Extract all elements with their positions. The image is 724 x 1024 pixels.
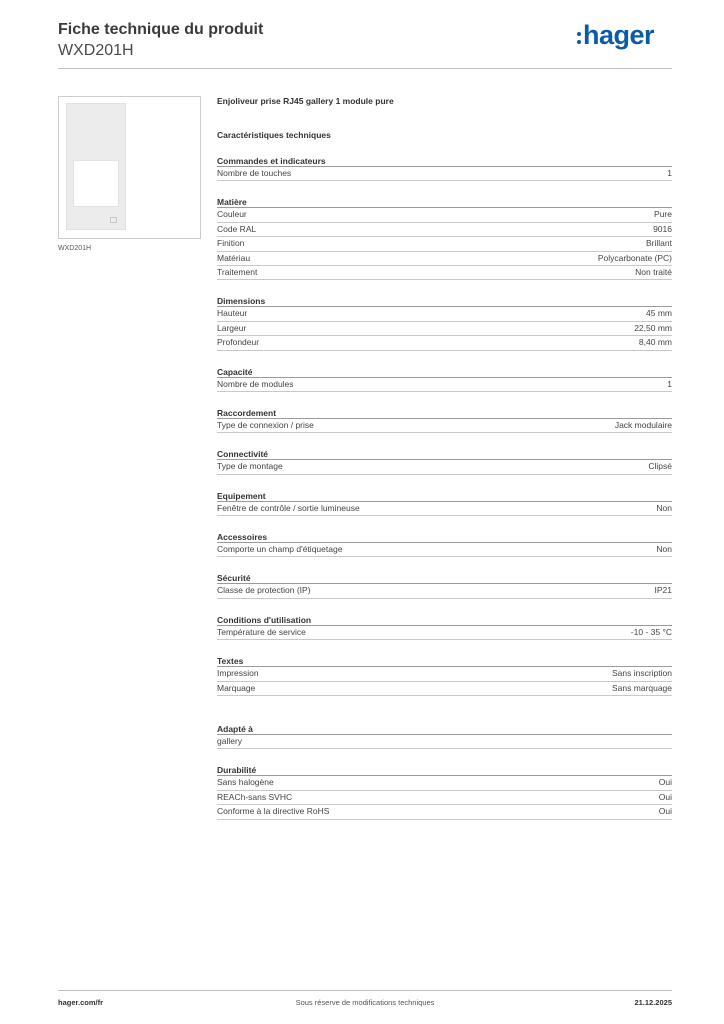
page-header — [58, 20, 672, 70]
spec-group-title: Raccordement — [217, 408, 672, 419]
spec-value: 1 — [667, 378, 672, 389]
characteristics-title: Caractéristiques techniques — [217, 130, 331, 140]
spec-row — [217, 626, 672, 640]
spec-value: Jack modulaire — [614, 419, 672, 430]
spec-value: 45 mm — [646, 308, 672, 319]
spec-row — [217, 419, 672, 433]
spec-label: Matériau — [217, 252, 251, 263]
spec-row — [217, 252, 672, 266]
page-title: Fiche technique du produit — [58, 21, 264, 38]
spec-group-title: Conditions d'utilisation — [217, 615, 672, 626]
spec-group — [217, 408, 672, 433]
spec-group — [217, 532, 672, 557]
spec-group-title: Durabilité — [217, 765, 672, 776]
hager-logo — [577, 20, 654, 50]
product-image — [58, 96, 201, 239]
spec-group — [217, 367, 672, 392]
spec-value: 1 — [667, 168, 672, 178]
spec-value: Oui — [658, 777, 672, 788]
spec-content — [217, 96, 672, 820]
footer-notice: Sous réserve de modifications techniques — [295, 998, 435, 1007]
spec-label: Conforme à la directive RoHS — [217, 806, 330, 817]
spec-value: Non traité — [635, 266, 672, 277]
spec-label: Impression — [217, 668, 259, 679]
spec-value: 22,50 mm — [634, 322, 672, 333]
spec-group-title: Connectivité — [217, 449, 672, 460]
spec-value: IP21 — [654, 585, 672, 596]
spec-row — [217, 682, 672, 696]
spec-label: Sans halogène — [217, 777, 274, 788]
spec-group — [217, 765, 672, 819]
product-image-caption: WXD201H — [58, 245, 92, 252]
spec-label: Type de connexion / prise — [217, 419, 314, 430]
spec-label: Finition — [217, 238, 245, 249]
spec-row — [217, 460, 672, 474]
spec-row — [217, 237, 672, 251]
spec-row — [217, 776, 672, 790]
header-divider — [58, 68, 672, 69]
spec-group-title: Sécurité — [217, 573, 672, 584]
spec-label: Type de montage — [217, 461, 283, 472]
footer-website: hager.com/fr — [58, 998, 104, 1007]
spec-row — [217, 378, 672, 392]
spec-value: Brillant — [646, 238, 672, 249]
spec-group-title: Commandes et indicateurs — [217, 156, 672, 167]
spec-value: Oui — [658, 806, 672, 817]
spec-row — [217, 322, 672, 336]
spec-label: Nombre de touches — [217, 168, 292, 178]
cover-plate-illustration — [66, 103, 126, 230]
spec-row — [217, 336, 672, 350]
spec-group-title: Adapté à — [217, 724, 672, 735]
spec-row — [217, 502, 672, 516]
spec-label: gallery — [217, 736, 243, 747]
spec-row — [217, 805, 672, 819]
spec-group — [217, 491, 672, 516]
spec-value: Sans marquage — [611, 682, 672, 693]
spec-groups — [217, 156, 672, 820]
spec-row — [217, 735, 672, 749]
spec-label: Comporte un champ d'étiquetage — [217, 544, 343, 555]
spec-value: 8,40 mm — [638, 337, 672, 348]
spec-value: Polycarbonate (PC) — [597, 252, 672, 263]
spec-label: Marquage — [217, 682, 256, 693]
spec-label: Hauteur — [217, 308, 248, 319]
spec-group-title: Capacité — [217, 367, 672, 378]
logo-text: hager — [582, 20, 654, 50]
product-name: Enjoliveur prise RJ45 gallery 1 module pure — [217, 96, 394, 106]
spec-label: Température de service — [217, 626, 306, 637]
footer-divider — [58, 990, 672, 991]
spec-label: Largeur — [217, 322, 247, 333]
spec-row — [217, 266, 672, 280]
spec-value: Sans inscription — [611, 668, 672, 679]
spec-label: Code RAL — [217, 223, 257, 234]
spec-row — [217, 167, 672, 181]
spec-row — [217, 307, 672, 321]
spec-value: Non — [656, 544, 672, 555]
spec-row — [217, 543, 672, 557]
spec-group-title: Matière — [217, 197, 672, 208]
spec-label: Traitement — [217, 266, 258, 277]
spec-group — [217, 724, 672, 749]
spec-row — [217, 667, 672, 681]
spec-group — [217, 615, 672, 640]
spec-label: REACh-sans SVHC — [217, 791, 293, 802]
spec-label: Nombre de modules — [217, 378, 294, 389]
spec-group-title: Equipement — [217, 491, 672, 502]
spec-value: Non — [656, 502, 672, 513]
spec-row — [217, 223, 672, 237]
spec-group — [217, 296, 672, 350]
spec-label: Fenêtre de contrôle / sortie lumineuse — [217, 502, 360, 513]
spec-group-title: Textes — [217, 656, 672, 667]
spec-value: -10 - 35 °C — [630, 626, 672, 637]
spec-group — [217, 156, 672, 181]
spec-row — [217, 584, 672, 598]
spec-row — [217, 208, 672, 222]
spec-group — [217, 573, 672, 598]
spec-group — [217, 197, 672, 280]
spec-label: Profondeur — [217, 337, 260, 348]
spec-value: Pure — [654, 209, 672, 220]
product-reference: WXD201H — [58, 42, 134, 59]
spec-label: Couleur — [217, 209, 247, 220]
footer-date: 21.12.2025 — [634, 998, 672, 1007]
spec-group — [217, 656, 672, 696]
spec-value: 9016 — [653, 223, 672, 234]
spec-value: Clipsé — [648, 461, 672, 472]
logo-dots-icon — [577, 32, 581, 44]
plate-label-icon — [110, 217, 117, 223]
spec-group — [217, 449, 672, 474]
plate-window — [73, 160, 119, 207]
spec-group-title: Accessoires — [217, 532, 672, 543]
spec-group-title: Dimensions — [217, 296, 672, 307]
spec-row — [217, 791, 672, 805]
spec-label: Classe de protection (IP) — [217, 585, 311, 596]
spec-value: Oui — [658, 791, 672, 802]
